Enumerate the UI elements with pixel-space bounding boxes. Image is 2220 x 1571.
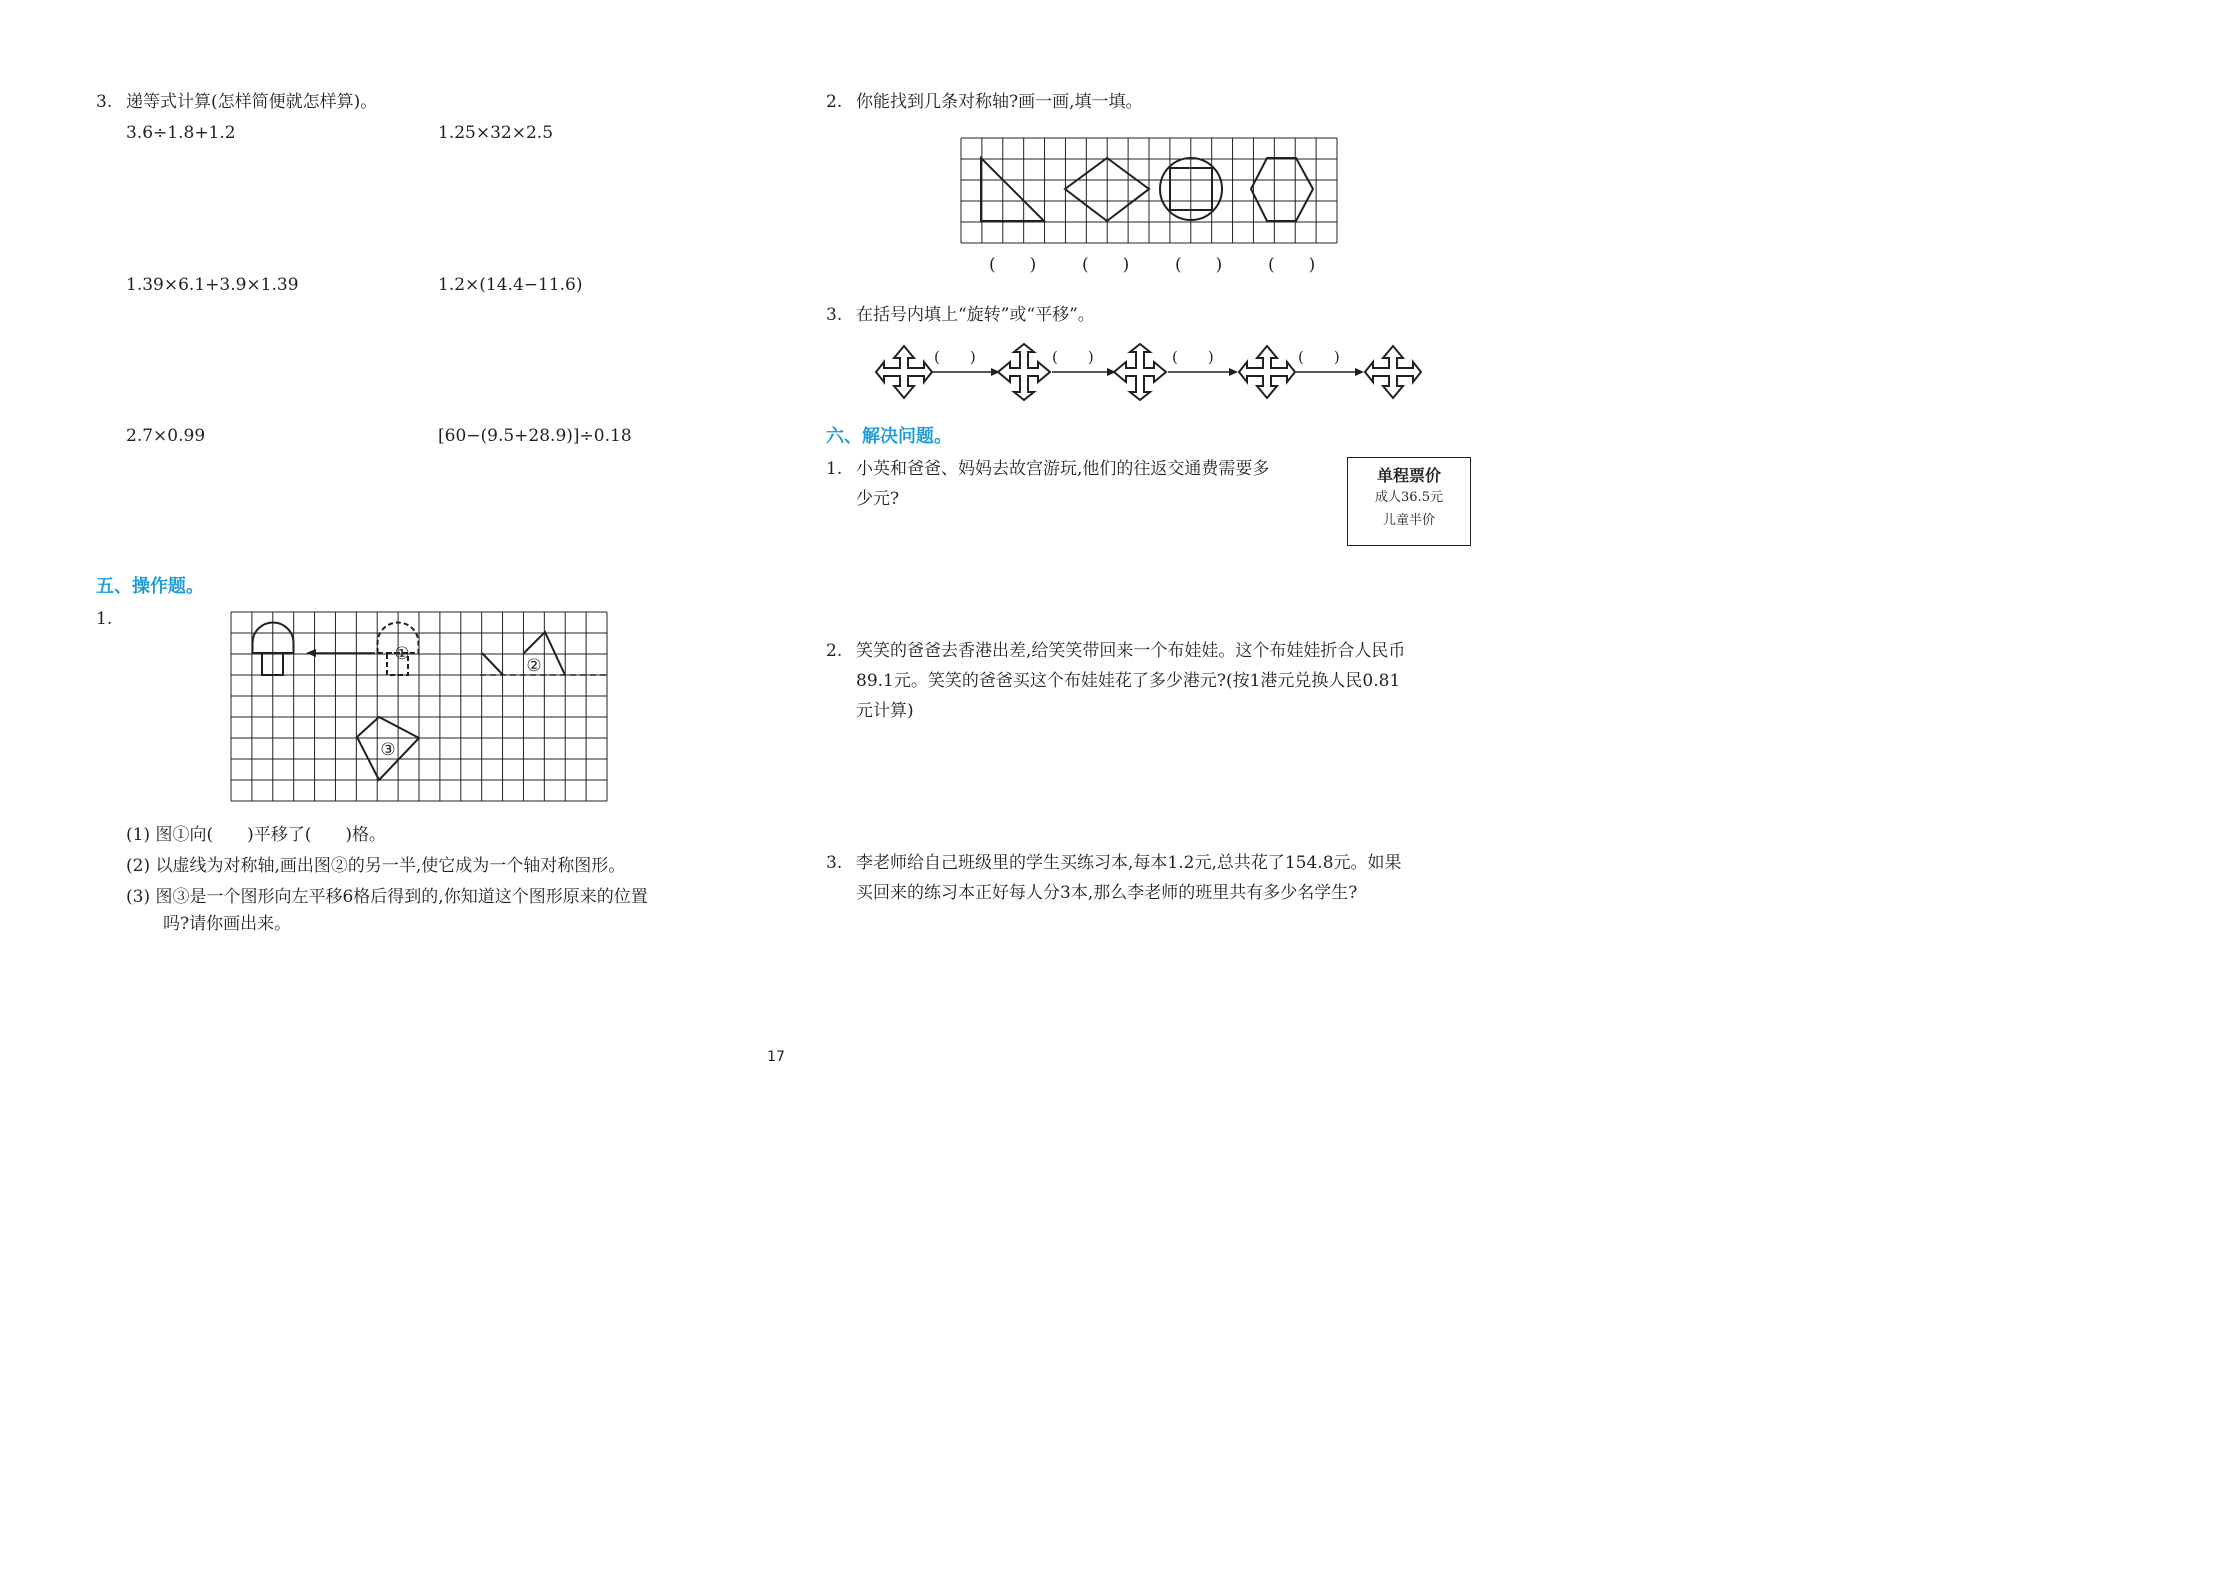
- expr-3: 1.39×6.1+3.9×1.39: [126, 275, 299, 295]
- figure-1-icon: [876, 346, 932, 398]
- r-q2-title: 2. 你能找到几条对称轴?画一画,填一填。: [826, 92, 1143, 112]
- figure-4-icon: [1239, 346, 1295, 398]
- op-q1-number: 1.: [96, 609, 113, 629]
- axis-answer-2: ( ): [1082, 255, 1130, 275]
- expr-2: 1.25×32×2.5: [438, 123, 554, 143]
- problem-2-line-1: 2. 笑笑的爸爸去香港出差,给笑笑带回来一个布娃娃。这个布娃娃折合人民币: [826, 641, 1406, 661]
- ticket-child-price: 儿童半价: [1382, 513, 1435, 528]
- transform-blank-3: ( ): [1172, 348, 1214, 366]
- ticket-adult-price: 成人36.5元: [1375, 490, 1443, 505]
- axis-answer-3: ( ): [1175, 255, 1223, 275]
- arrow-head: [306, 649, 316, 657]
- arrow-3-head: [1229, 368, 1238, 376]
- problem-1-line-1: 1. 小英和爸爸、妈妈去故宫游玩,他们的往返交通费需要多: [826, 459, 1270, 479]
- sub-question-1: (1) 图①向( )平移了( )格。: [126, 825, 387, 845]
- section-6-heading: 六、解决问题。: [826, 426, 952, 447]
- symmetry-grid: [960, 137, 1338, 245]
- q3-title: 3. 递等式计算(怎样简便就怎样算)。: [96, 92, 378, 112]
- transform-blank-4: ( ): [1298, 348, 1340, 366]
- ticket-price-box: [1347, 457, 1471, 546]
- translation-grid: [230, 611, 610, 803]
- problem-1-line-2: 少元?: [856, 489, 900, 509]
- circled-1-label: ①: [394, 644, 410, 664]
- section-5-heading: 五、操作题。: [96, 576, 204, 597]
- expr-1: 3.6÷1.8+1.2: [126, 123, 236, 143]
- problem-2-line-2: 89.1元。笑笑的爸爸买这个布娃娃花了多少港元?(按1港元兑换人民0.81: [856, 671, 1401, 691]
- hexagon-shape: [1251, 158, 1313, 221]
- problem-3-line-2: 买回来的练习本正好每人分3本,那么李老师的班里共有多少名学生?: [856, 883, 1358, 903]
- figure-2-icon: [998, 344, 1050, 400]
- arrow-4-head: [1355, 368, 1364, 376]
- problem-3-line-1: 3. 李老师给自己班级里的学生买练习本,每本1.2元,总共花了154.8元。如果: [826, 853, 1402, 873]
- arrow-1-head: [991, 368, 1000, 376]
- sub-question-3: (3) 图③是一个图形向左平移6格后得到的,你知道这个图形原来的位置: [126, 887, 648, 907]
- circled-2-label: ②: [526, 656, 542, 676]
- expr-4: 1.2×(14.4−11.6): [438, 275, 583, 295]
- ticket-title: 单程票价: [1376, 466, 1441, 485]
- sub-question-2: (2) 以虚线为对称轴,画出图②的另一半,使它成为一个轴对称图形。: [126, 856, 626, 876]
- axis-answer-1: ( ): [989, 255, 1037, 275]
- figure-5-icon: [1365, 346, 1421, 398]
- figure-3-icon: [1114, 344, 1166, 400]
- problem-2-line-3: 元计算): [856, 701, 914, 721]
- worksheet-page: [0, 0, 1552, 1098]
- shape-2-left: [482, 653, 503, 675]
- circled-3-label: ③: [380, 740, 396, 760]
- sub-question-3-cont: 吗?请你画出来。: [163, 914, 292, 934]
- axis-answer-4: ( ): [1268, 255, 1316, 275]
- page-number: 17: [767, 1049, 785, 1065]
- r-q3-title: 3. 在括号内填上“旋转”或“平移”。: [826, 305, 1095, 325]
- arrow-2-head: [1107, 368, 1116, 376]
- triangle-shape: [981, 158, 1044, 221]
- expr-6: [60−(9.5+28.9)]÷0.18: [438, 426, 632, 446]
- transform-blank-1: ( ): [934, 348, 976, 366]
- transform-blank-2: ( ): [1052, 348, 1094, 366]
- expr-5: 2.7×0.99: [126, 426, 206, 446]
